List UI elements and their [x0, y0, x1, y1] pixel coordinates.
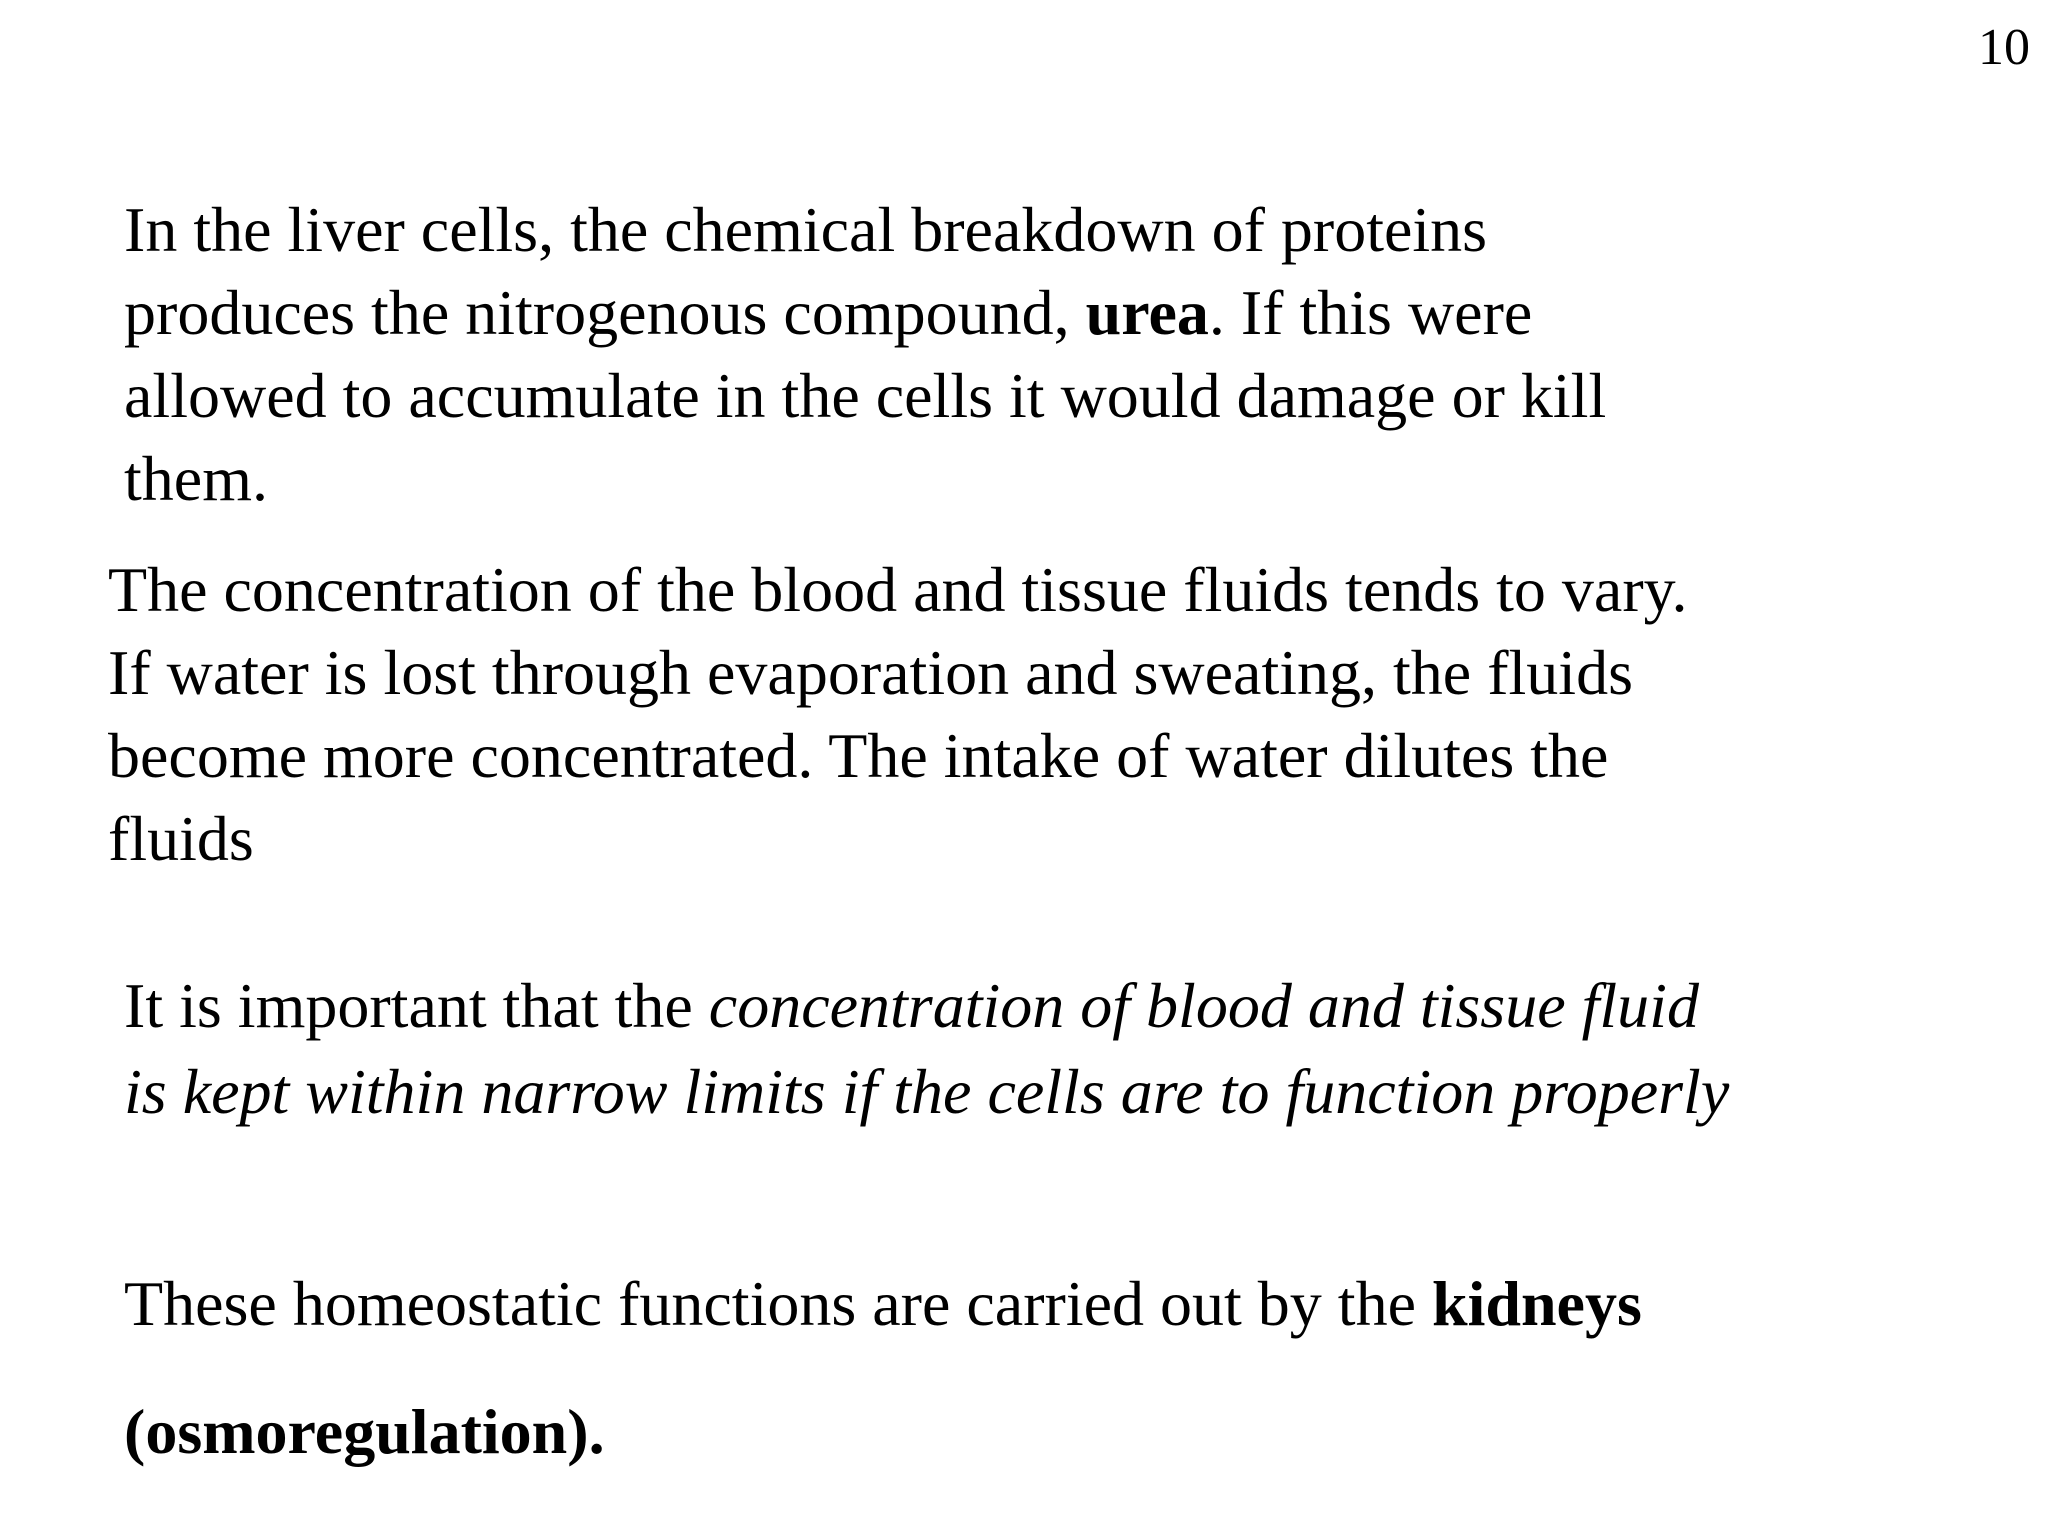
paragraph-line: The concentration of the blood and tissue fluids tends to vary.	[108, 554, 1688, 625]
paragraph-line	[124, 963, 1729, 1049]
paragraph-line: If water is lost through evaporation and sweating, the fluids	[108, 637, 1633, 708]
text-segment: These homeostatic functions are carried out by the	[124, 1268, 1432, 1339]
emphasis-text: concentration of blood and tissue fluid	[708, 970, 1699, 1041]
paragraph-line: In the liver cells, the chemical breakdown of proteins	[124, 194, 1488, 265]
paragraph-concentration	[108, 548, 1687, 880]
paragraph-line	[124, 271, 1606, 354]
text-segment: produces the nitrogenous compound,	[124, 277, 1086, 348]
paragraph-line	[124, 1049, 1729, 1135]
paragraph-urea	[124, 188, 1606, 520]
text-segment: It is important that the	[124, 970, 709, 1041]
paragraph-importance	[124, 963, 1729, 1135]
keyword-osmoregulation: (osmoregulation).	[124, 1396, 605, 1467]
text-segment: . If this were	[1208, 277, 1533, 348]
paragraph-line: them.	[124, 443, 268, 514]
paragraph-line: allowed to accumulate in the cells it would damage or kill	[124, 360, 1607, 431]
keyword-kidneys: kidneys	[1431, 1268, 1642, 1339]
paragraph-line: become more concentrated. The intake of water dilutes the	[108, 720, 1609, 791]
paragraph-kidneys	[124, 1240, 1642, 1496]
paragraph-line: fluids	[108, 803, 254, 874]
keyword-urea: urea	[1085, 277, 1209, 348]
emphasis-text: is kept within narrow limits if the cells are to function properly	[124, 1056, 1730, 1127]
paragraph-line	[124, 1240, 1642, 1368]
page-number: 10	[1978, 19, 2030, 76]
paragraph-line	[124, 1368, 1642, 1496]
